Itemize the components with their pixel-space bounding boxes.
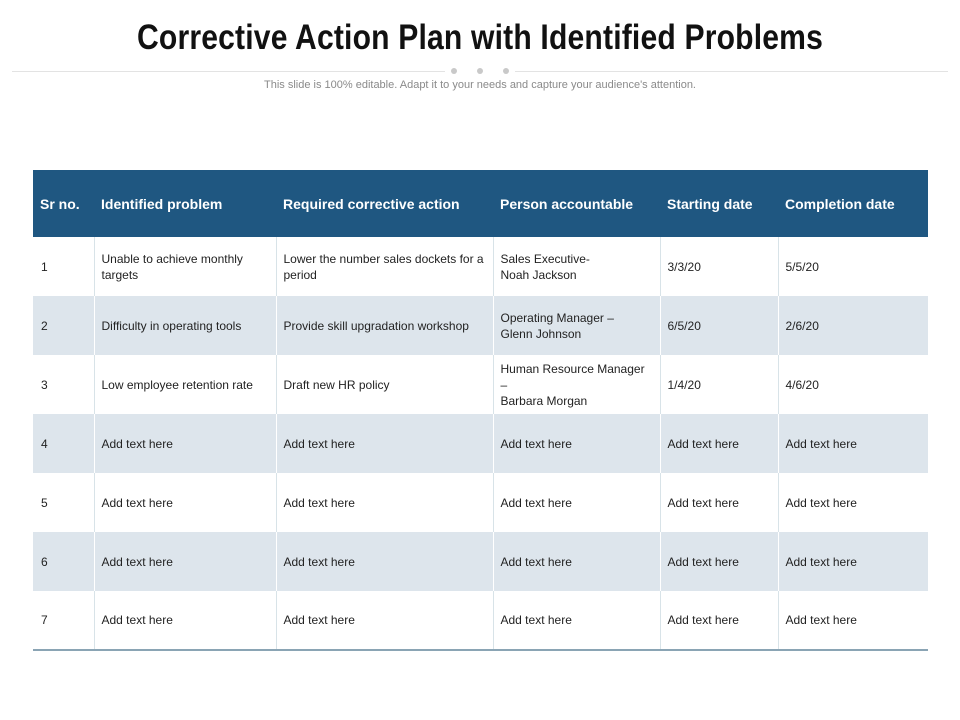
cell-person: Add text here — [493, 473, 660, 532]
cell-action: Add text here — [276, 591, 493, 650]
cell-sr-no: 3 — [41, 377, 48, 392]
table-row — [33, 532, 928, 591]
cell-sr-no: 2 — [33, 296, 94, 355]
cell-action: Draft new HR policy — [276, 355, 493, 414]
cell-person: Human Resource Manager – Barbara Morgan — [493, 355, 660, 414]
header-starting-date: Starting date — [660, 170, 778, 237]
header-identified-problem: Identified problem — [94, 170, 276, 237]
cell-person: Add text here — [493, 532, 660, 591]
table-row — [33, 473, 928, 532]
header-completion-date: Completion date — [778, 170, 928, 237]
cell-problem: Add text here — [94, 473, 276, 532]
table-row — [33, 237, 928, 296]
cell-start-date: Add text here — [660, 532, 778, 591]
dot-icon — [477, 68, 483, 74]
cell-completion-date: Add text here — [778, 414, 928, 473]
cell-sr-no: 1 — [41, 259, 48, 274]
cell-start-date: Add text here — [660, 414, 778, 473]
cell-person: Sales Executive- Noah Jackson — [493, 237, 660, 296]
table-row — [33, 296, 928, 355]
cell-sr-no: 5 — [41, 495, 48, 510]
cell-start-date: 6/5/20 — [660, 296, 778, 355]
cell-completion-date: Add text here — [778, 532, 928, 591]
cell-problem: Add text here — [94, 591, 276, 650]
table-header-row — [33, 170, 928, 237]
cell-sr-no: 7 — [33, 591, 94, 650]
cell-action: Add text here — [276, 473, 493, 532]
cell-completion-date: 4/6/20 — [778, 355, 928, 414]
cell-start-date: Add text here — [660, 591, 778, 650]
cell-completion-date: 5/5/20 — [778, 237, 928, 296]
page-title: Corrective Action Plan with Identified Problems — [136, 18, 824, 57]
dot-icon — [451, 68, 457, 74]
table-row — [33, 591, 928, 650]
action-plan-table — [33, 170, 928, 651]
cell-action: Add text here — [276, 532, 493, 591]
table-row — [33, 414, 928, 473]
cell-action: Lower the number sales dockets for a period — [276, 237, 493, 296]
cell-sr-no: 6 — [33, 532, 94, 591]
table-row — [33, 355, 928, 414]
subtitle: This slide is 100% editable. Adapt it to your needs and capture your audience's attention. — [264, 79, 696, 91]
cell-completion-date: Add text here — [778, 473, 928, 532]
cell-person: Add text here — [493, 414, 660, 473]
cell-problem: Low employee retention rate — [94, 355, 276, 414]
cell-problem: Add text here — [94, 414, 276, 473]
cell-start-date: 1/4/20 — [660, 355, 778, 414]
header-sr-no: Sr no. — [33, 170, 94, 237]
cell-sr-no: 4 — [33, 414, 94, 473]
header-person-accountable: Person accountable — [493, 170, 660, 237]
cell-action: Add text here — [276, 414, 493, 473]
cell-start-date: Add text here — [660, 473, 778, 532]
divider-dots — [445, 66, 515, 76]
cell-problem: Unable to achieve monthly targets — [94, 237, 276, 296]
cell-start-date: 3/3/20 — [660, 237, 778, 296]
dot-icon — [503, 68, 509, 74]
cell-completion-date: 2/6/20 — [778, 296, 928, 355]
cell-person: Operating Manager – Glenn Johnson — [493, 296, 660, 355]
cell-problem: Add text here — [94, 532, 276, 591]
cell-action: Provide skill upgradation workshop — [276, 296, 493, 355]
header-corrective-action: Required corrective action — [276, 170, 493, 237]
cell-person: Add text here — [493, 591, 660, 650]
cell-completion-date: Add text here — [778, 591, 928, 650]
cell-problem: Difficulty in operating tools — [94, 296, 276, 355]
